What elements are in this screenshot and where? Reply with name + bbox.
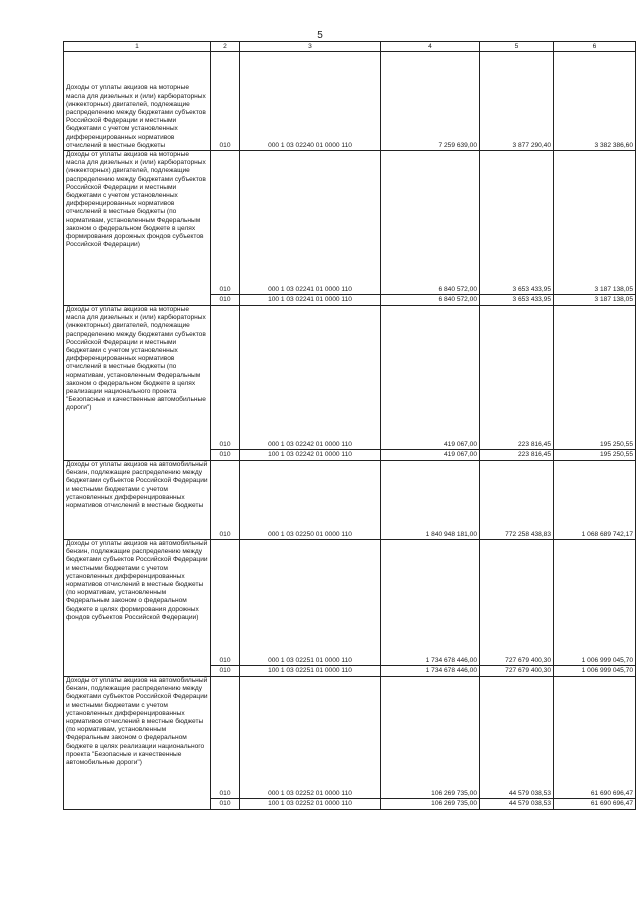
row-unexecuted-amount: 3 187 138,05 [554, 295, 636, 306]
row-executed-amount: 223 816,45 [480, 306, 554, 450]
row-approved-amount: 1 734 678 446,00 [381, 540, 480, 666]
row-line-code: 010 [211, 666, 240, 677]
row-budget-code: 000 1 03 02240 01 0000 110 [240, 52, 381, 151]
header-col-6: 6 [554, 42, 636, 52]
row-line-code: 010 [211, 450, 240, 461]
row-approved-amount: 419 067,00 [381, 306, 480, 450]
row-approved-amount: 1 840 948 181,00 [381, 461, 480, 540]
row-name: Доходы от уплаты акцизов на автомобильный бензин, подлежащие распределению между бюджетами субъектов Российской Федерации и местными бюджетами с учетом установленных дифференцированных нормативов отчислений в местные бюджеты (по нормативам, установленным Федеральным законом о федеральном бюджете в целях формирования дорожных фондов субъектов Российской Федерации) [64, 540, 211, 677]
row-executed-amount: 3 653 433,95 [480, 151, 554, 295]
table-row [64, 151, 636, 295]
row-approved-amount: 6 840 572,00 [381, 151, 480, 295]
row-budget-code: 000 1 03 02252 01 0000 110 [240, 677, 381, 799]
row-unexecuted-amount: 1 006 999 045,70 [554, 666, 636, 677]
row-name: Доходы от уплаты акцизов на моторные масла для дизельных и (или) карбюраторных (инжекторных) двигателей, подлежащие распределению между бюджетами субъектов Российской Федерации и местными бюджетами с учетом установленных дифференцированных нормативов отчислений в местные бюджеты (по нормативам, установленным Федеральным законом о федеральном бюджете в целях формирования дорожных фондов субъектов Российской Федерации) [64, 151, 211, 306]
header-row [64, 42, 636, 52]
row-line-code: 010 [211, 799, 240, 810]
row-line-code: 010 [211, 306, 240, 450]
row-approved-amount: 106 269 735,00 [381, 799, 480, 810]
row-executed-amount: 727 679 400,30 [480, 666, 554, 677]
row-budget-code: 000 1 03 02250 01 0000 110 [240, 461, 381, 540]
header-col-3: 3 [240, 42, 381, 52]
table-row [64, 306, 636, 450]
row-unexecuted-amount: 195 250,55 [554, 450, 636, 461]
table-row [64, 52, 636, 151]
header-col-1: 1 [64, 42, 211, 52]
row-name: Доходы от уплаты акцизов на автомобильный бензин, подлежащие распределению между бюджетами субъектов Российской Федерации и местными бюджетами с учетом установленных дифференцированных нормативов отчислений в местные бюджеты (по нормативам, установленным Федеральным законом о федеральном бюджете в целях реализации национального проекта "Безопасные и качественные автомобильные дороги") [64, 677, 211, 810]
header-col-5: 5 [480, 42, 554, 52]
table-row [64, 461, 636, 540]
row-unexecuted-amount: 61 690 696,47 [554, 677, 636, 799]
row-executed-amount: 223 816,45 [480, 450, 554, 461]
table-row [64, 540, 636, 666]
row-executed-amount: 44 579 038,53 [480, 799, 554, 810]
row-approved-amount: 419 067,00 [381, 450, 480, 461]
header-col-2: 2 [211, 42, 240, 52]
row-approved-amount: 7 259 639,00 [381, 52, 480, 151]
row-name: Доходы от уплаты акцизов на моторные масла для дизельных и (или) карбюраторных (инжекторных) двигателей, подлежащие распределению между бюджетами субъектов Российской Федерации и местными бюджетами с учетом установленных дифференцированных нормативов отчислений в местные бюджеты [64, 52, 211, 151]
row-budget-code: 100 1 03 02242 01 0000 110 [240, 450, 381, 461]
row-budget-code: 100 1 03 02252 01 0000 110 [240, 799, 381, 810]
row-unexecuted-amount: 1 068 689 742,17 [554, 461, 636, 540]
row-unexecuted-amount: 1 006 999 045,70 [554, 540, 636, 666]
row-name: Доходы от уплаты акцизов на автомобильный бензин, подлежащие распределению между бюджетами субъектов Российской Федерации и местными бюджетами с учетом установленных дифференцированных нормативов отчислений в местные бюджеты [64, 461, 211, 540]
row-unexecuted-amount: 195 250,55 [554, 306, 636, 450]
row-line-code: 010 [211, 461, 240, 540]
row-budget-code: 000 1 03 02242 01 0000 110 [240, 306, 381, 450]
row-line-code: 010 [211, 52, 240, 151]
row-budget-code: 000 1 03 02241 01 0000 110 [240, 151, 381, 295]
row-executed-amount: 3 877 290,40 [480, 52, 554, 151]
row-line-code: 010 [211, 540, 240, 666]
row-unexecuted-amount: 61 690 696,47 [554, 799, 636, 810]
row-unexecuted-amount: 3 382 386,60 [554, 52, 636, 151]
row-executed-amount: 3 653 433,95 [480, 295, 554, 306]
header-col-4: 4 [381, 42, 480, 52]
row-budget-code: 100 1 03 02241 01 0000 110 [240, 295, 381, 306]
row-executed-amount: 727 679 400,30 [480, 540, 554, 666]
row-name: Доходы от уплаты акцизов на моторные масла для дизельных и (или) карбюраторных (инжекторных) двигателей, подлежащие распределению между бюджетами субъектов Российской Федерации и местными бюджетами с учетом установленных дифференцированных нормативов отчислений в местные бюджеты (по нормативам, установленным Федеральным законом о федеральном бюджете в целях реализации национального проекта "Безопасные и качественные автомобильные дороги") [64, 306, 211, 461]
income-table [63, 41, 636, 810]
table-row [64, 677, 636, 799]
row-unexecuted-amount: 3 187 138,05 [554, 151, 636, 295]
row-approved-amount: 1 734 678 446,00 [381, 666, 480, 677]
page-number: 5 [317, 30, 323, 41]
row-executed-amount: 772 258 438,83 [480, 461, 554, 540]
row-budget-code: 000 1 03 02251 01 0000 110 [240, 540, 381, 666]
row-executed-amount: 44 579 038,53 [480, 677, 554, 799]
row-line-code: 010 [211, 677, 240, 799]
row-approved-amount: 106 269 735,00 [381, 677, 480, 799]
row-approved-amount: 6 840 572,00 [381, 295, 480, 306]
row-line-code: 010 [211, 295, 240, 306]
row-line-code: 010 [211, 151, 240, 295]
row-budget-code: 100 1 03 02251 01 0000 110 [240, 666, 381, 677]
